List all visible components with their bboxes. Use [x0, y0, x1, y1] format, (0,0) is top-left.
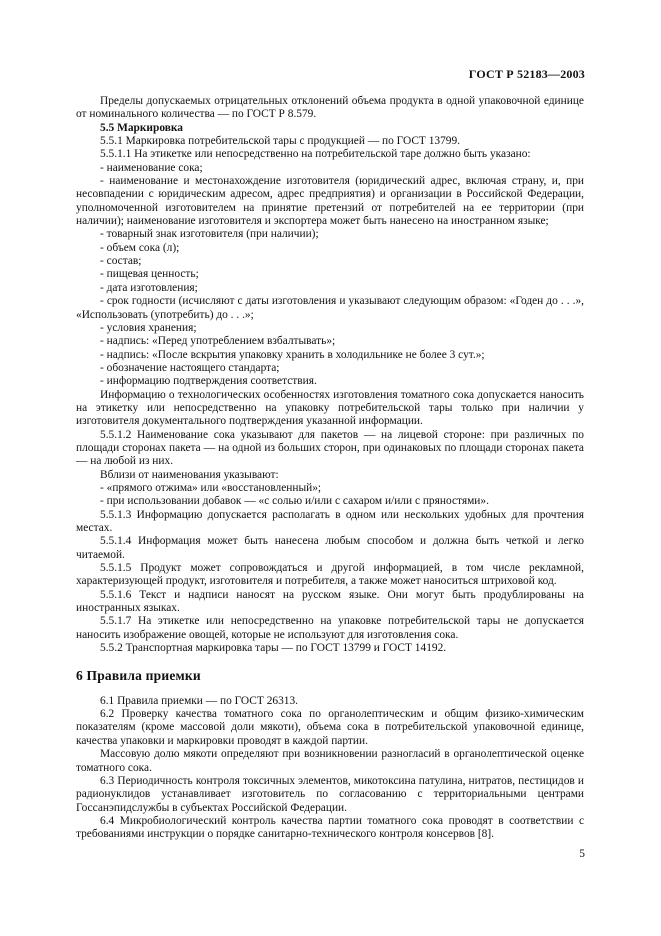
paragraph: 6.2 Проверку качества томатного сока по органолептическим и общим физико-химическим показателям (кроме массовой доли мякоти), объема сока в потребительской упаковочной единице, качества упаковки и маркировки проводят в каждой партии. [76, 708, 584, 747]
paragraph: 5.5.1.4 Информация может быть нанесена любым способом и должна быть четкой и легко читаемой. [76, 535, 584, 561]
paragraph: 6.1 Правила приемки — по ГОСТ 26313. [100, 694, 299, 707]
paragraph: - дата изготовления; [100, 281, 198, 294]
paragraph: - наименование сока; [100, 161, 203, 174]
page-content [76, 95, 584, 842]
paragraph: - объем сока (л); [100, 241, 180, 254]
paragraph: - пищевая ценность; [100, 268, 199, 281]
paragraph: 5.5.1.3 Информацию допускается располагать в одном или нескольких удобных для прочтения местах. [76, 508, 584, 534]
paragraph: 5.5.1.5 Продукт может сопровождаться и другой информацией, в том числе рекламной, характеризующей продукт, изготовителя и потребителя, а также может наноситься штриховой код. [76, 562, 584, 588]
page-number: 5 [579, 848, 585, 860]
paragraph: - состав; [100, 255, 142, 268]
paragraph: - надпись: «Перед употреблением взбалтывать»; [100, 335, 336, 348]
paragraph: - при использовании добавок — «с солью и/или с сахаром и/или с пряностями». [100, 495, 489, 508]
document-code-header: ГОСТ Р 52183—2003 [468, 67, 585, 81]
paragraph: - товарный знак изготовителя (при наличии); [100, 228, 319, 241]
paragraph: - наименование и местонахождение изготовителя (юридический адрес, включая страну, и, при несовпадении с юридическим адресом, адрес предприятия) и организации в Российской Федерации, уполномоченной изготовителем на принятие претензий от потребителей на ее территории (при наличии); наименование изготовителя и экспортера может быть нанесено на иностранном языке; [76, 175, 584, 228]
paragraph: 5.5.1.6 Текст и надписи наносят на русском языке. Они могут быть продублированы на иностранных языках. [76, 588, 584, 615]
paragraph: 5.5.2 Транспортная маркировка тары — по ГОСТ 13799 и ГОСТ 14192. [100, 642, 447, 655]
marking-section [76, 95, 584, 655]
subsection-heading: 5.5 Маркировка [100, 121, 183, 134]
paragraph: - информацию подтверждения соответствия. [100, 375, 317, 388]
paragraph: 5.5.1.2 Наименование сока указывают для пакетов — на лицевой стороне: при различных по площади сторонах пакета — на одной из больших сторон, при одинаковых по площади сторонах пакета — на любой из них. [76, 428, 584, 468]
paragraph: Вблизи от наименования указывают: [100, 468, 279, 481]
paragraph: - условия хранения; [100, 321, 197, 334]
paragraph: 6.4 Микробиологический контроль качества партии томатного сока проводят в соответствии с требованиями инструкции о порядке санитарно-технического контроля консервов [8]. [76, 814, 584, 841]
paragraph: 6.3 Периодичность контроля токсичных элементов, микотоксина патулина, нитратов, пестицидов и радионуклидов устанавливает изготовитель по согласованию с территориальными центрами Госсанэпидслужбы в субъектах Российской Федерации. [76, 774, 584, 814]
paragraph: 5.5.1.7 На этикетке или непосредственно на упаковке потребительской тары не допускается наносить изображение овощей, которые не используют для изготовления сока. [76, 615, 584, 641]
paragraph: Массовую долю мякоти определяют при возникновении разногласий в органолептической оценке томатного сока. [76, 748, 584, 774]
paragraph: - «прямого отжима» или «восстановленный»; [100, 481, 322, 494]
paragraph: 5.5.1 Маркировка потребительской тары с продукцией — по ГОСТ 13799. [100, 135, 461, 148]
paragraph: Пределы допускаемых отрицательных отклонений объема продукта в одной упаковочной единице от номинального количества — по ГОСТ Р 8.579. [76, 95, 584, 121]
paragraph: 5.5.1.1 На этикетке или непосредственно на потребительской таре должно быть указано: [100, 148, 531, 161]
paragraph: Информацию о технологических особенностях изготовления томатного сока допускается наносить на этикетку или непосредственно на упаковку потребительской тары только при наличии у изготовителя документального подтверждения указанной информации. [76, 388, 584, 428]
section-heading: 6 Правила приемки [76, 668, 201, 684]
paragraph: - срок годности (исчисляют с даты изготовления и указывают следующим образом: «Годен до . . .», «Использовать (употребить) до . . .»; [76, 295, 584, 321]
acceptance-section [76, 695, 584, 842]
paragraph: - обозначение настоящего стандарта; [100, 361, 280, 374]
paragraph: - надпись: «После вскрытия упаковку хранить в холодильнике не более 3 сут.»; [100, 348, 485, 361]
